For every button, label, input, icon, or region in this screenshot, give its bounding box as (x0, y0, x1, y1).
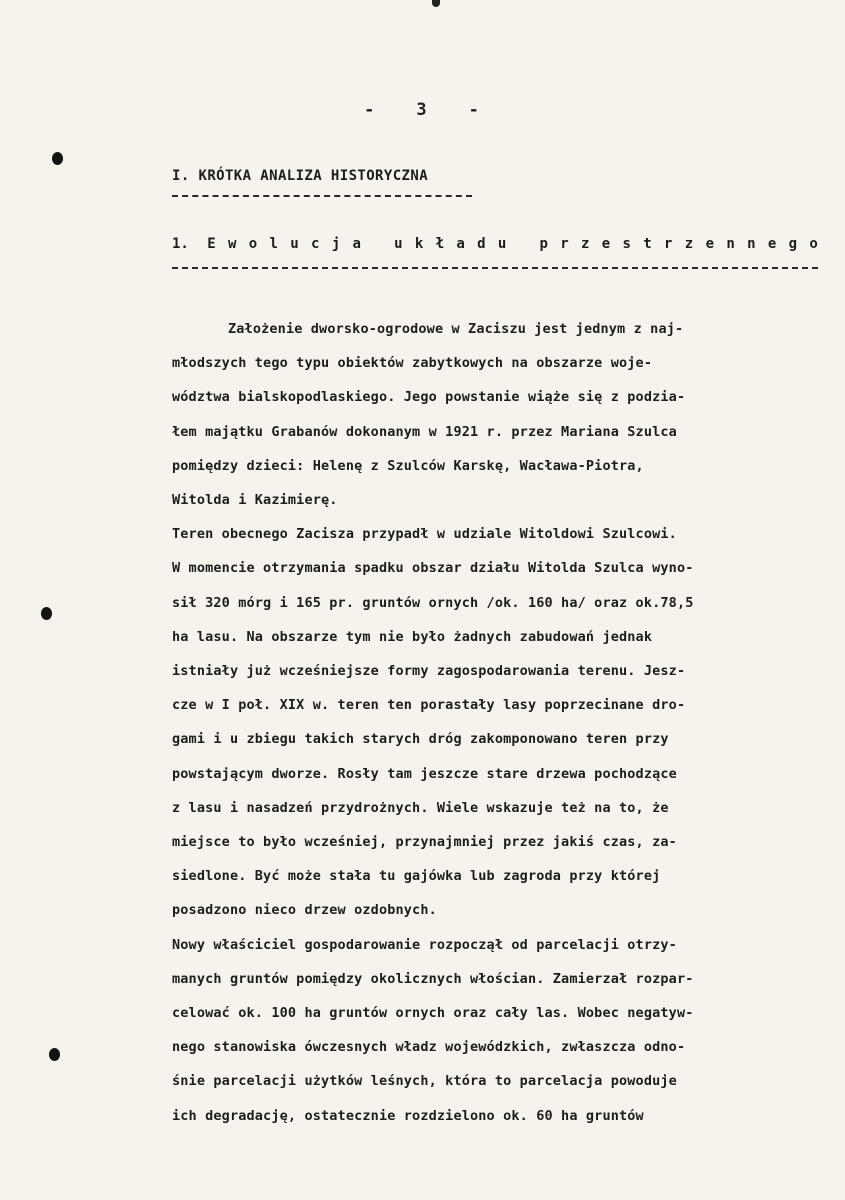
text-line: cze w I poł. XIX w. teren ten porastały lasy poprzecinane dro- (172, 697, 686, 714)
text-line: łem majątku Grabanów dokonanym w 1921 r. przez Mariana Szulca (172, 423, 677, 440)
subsection-letter: r (560, 236, 569, 252)
subsection-letter: n (726, 236, 735, 252)
text-line: sił 320 mórg i 165 pr. gruntów ornych /ok. 160 ha/ oraz ok.78,5 (172, 594, 694, 611)
subsection-letter: t (643, 236, 652, 252)
subsection-letter: E (207, 236, 216, 252)
page-number: - 3 - (364, 100, 481, 120)
section-title: I. KRÓTKA ANALIZA HISTORYCZNA (172, 168, 429, 184)
subsection-number: 1. (172, 236, 189, 252)
subsection-letter: d (477, 236, 486, 252)
staple-mark (432, 0, 440, 7)
subsection-letter: j (331, 236, 341, 252)
text-line: pomiędzy dzieci: Helenę z Szulców Karskę, Wacława-Piotra, (172, 457, 644, 474)
text-line: W momencie otrzymania spadku obszar działu Witolda Szulca wyno- (172, 560, 694, 577)
text-line: Teren obecnego Zacisza przypadł w udziale Witoldowi Szulcowi. (172, 526, 677, 543)
text-line: Witolda i Kazimierę. (172, 492, 338, 509)
text-line: ha lasu. Na obszarze tym nie było żadnych zabudowań jednak (172, 628, 653, 645)
text-line: powstającym dworze. Rosły tam jeszcze stare drzewa pochodzące (172, 765, 677, 782)
page-number-value: 3 (416, 100, 429, 120)
text-line: Nowy właściciel gospodarowanie rozpoczął od parcelacji otrzy- (172, 936, 677, 953)
subsection-letter: ł (435, 236, 445, 252)
subsection-letter: o (809, 236, 818, 252)
text-line: siedlone. Być może stała tu gajówka lub zagroda przy której (172, 868, 661, 885)
section-title-underline (172, 195, 472, 197)
subsection-letter: w (227, 236, 237, 252)
text-line: nego stanowiska ówczesnych władz wojewódzkich, zwłaszcza odno- (172, 1039, 686, 1056)
subsection-letter: u (394, 236, 403, 252)
punch-hole (41, 607, 52, 620)
subsection-letter: n (747, 236, 756, 252)
subsection-heading (172, 236, 818, 252)
subsection-letter: o (248, 236, 258, 252)
punch-hole (52, 152, 63, 165)
subsection-letter: c (311, 236, 320, 252)
text-line: ich degradację, ostatecznie rozdzielono ok. 60 ha gruntów (172, 1107, 644, 1124)
text-line: z lasu i nasadzeń przydrożnych. Wiele wskazuje też na to, że (172, 799, 669, 816)
subsection-letter: a (456, 236, 465, 252)
subsection-letter: k (414, 236, 424, 252)
text-line: Założenie dworsko-ogrodowe w Zaciszu jest jednym z naj- (228, 321, 684, 337)
text-line: istniały już wcześniejsze formy zagospodarowania terenu. Jesz- (172, 663, 686, 680)
subsection-letter: z (684, 236, 694, 252)
subsection-letter: u (497, 236, 507, 252)
punch-hole (49, 1048, 60, 1061)
text-line: młodszych tego typu obiektów zabytkowych na obszarze woje- (172, 355, 653, 372)
subsection-letter: p (539, 236, 548, 252)
text-line: gami i u zbiegu takich starych dróg zakomponowano teren przy (172, 731, 669, 748)
text-line: manych gruntów pomiędzy okolicznych włościan. Zamierzał rozpar- (172, 970, 694, 987)
subsection-letter: z (580, 236, 590, 252)
text-line: wództwa bialskopodlaskiego. Jego powstanie wiąże się z podzia- (172, 389, 686, 406)
body-text (172, 312, 812, 1133)
subsection-letter: e (767, 236, 777, 252)
subsection-letter: g (788, 236, 798, 252)
subsection-underline (172, 267, 818, 269)
subsection-letter (373, 236, 381, 252)
subsection-letter: a (352, 236, 361, 252)
subsection-letter: s (622, 236, 631, 252)
text-line: miejsce to było wcześniej, przynajmniej przez jakiś czas, za- (172, 834, 677, 851)
subsection-letter: r (664, 236, 673, 252)
text-line: posadzono nieco drzew ozdobnych. (172, 902, 437, 919)
subsection-letter: u (290, 236, 299, 252)
text-line: śnie parcelacji użytków leśnych, która to parcelacja powoduje (172, 1073, 677, 1090)
text-line: celować ok. 100 ha gruntów ornych oraz cały las. Wobec negatyw- (172, 1005, 694, 1022)
subsection-letter (519, 236, 527, 252)
subsection-letter: e (705, 236, 714, 252)
subsection-letter: l (269, 236, 278, 252)
subsection-letter: e (601, 236, 611, 252)
